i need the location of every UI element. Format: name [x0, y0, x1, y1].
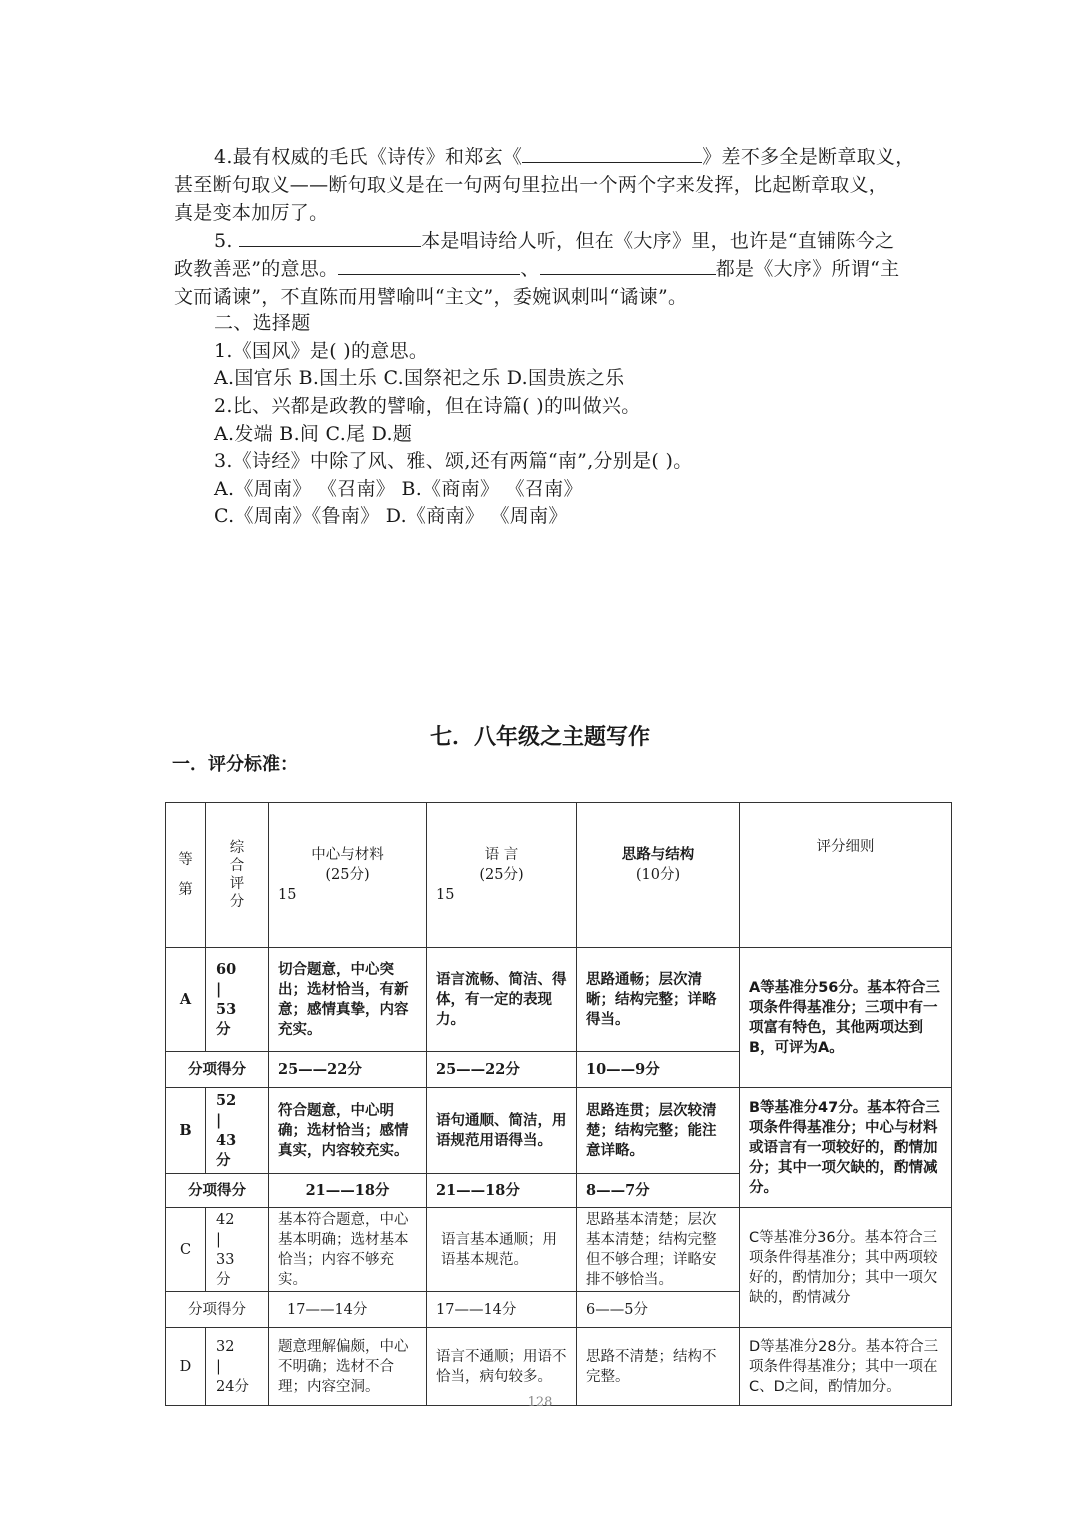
q5-blank-2[interactable]	[338, 256, 520, 275]
subscore-content-b: 21——18分	[269, 1174, 427, 1208]
structure-a: 思路通畅；层次清晰；结构完整；详略得当。	[577, 948, 740, 1052]
subscore-language-c: 17——14分	[427, 1292, 577, 1328]
choice-q2: 2.比、兴都是政教的譬喻，但在诗篇( )的叫做兴。	[214, 395, 641, 417]
grade-c: C	[166, 1208, 206, 1292]
rules-c: C等基准分36分。基本符合三项条件得基准分；其中两项较好的，酌情加分；其中一项欠缺的，酌情减分	[740, 1208, 952, 1328]
subscore-label-b: 分项得分	[166, 1174, 269, 1208]
table-row-a	[166, 948, 952, 1052]
table-row-d	[166, 1328, 952, 1406]
language-c: 语言基本通顺；用语基本规范。	[427, 1208, 577, 1292]
rules-b: B等基准分47分。基本符合三项条件得基准分；中心与材料或语言有一项较好的，酌情加分；其中一项欠缺的，酌情减分。	[740, 1088, 952, 1208]
q5-blank-3[interactable]	[540, 256, 716, 275]
language-b: 语句通顺、简洁，用语规范用语得当。	[427, 1088, 577, 1174]
header-overall: 综合评分	[206, 803, 269, 948]
header-content: 中心与材料 (25分) 15	[269, 803, 427, 948]
grade-a: A	[166, 948, 206, 1052]
section-subtitle: 一．评分标准：	[172, 754, 298, 775]
q4-line-3: 真是变本加厉了。	[174, 202, 329, 224]
subscore-language-b: 21——18分	[427, 1174, 577, 1208]
score-b: 52 | 43 分	[206, 1088, 269, 1174]
choice-q3-options-2: C.《周南》《鲁南》 D.《商南》 《周南》	[214, 505, 568, 527]
choice-q2-options: A.发端 B.间 C.尾 D.题	[214, 423, 413, 445]
subscore-content-a: 25——22分	[269, 1052, 427, 1088]
grade-d: D	[166, 1328, 206, 1406]
section-title: 七．八年级之主题写作	[429, 725, 650, 750]
q5-line-2: 政教善恶”的意思。 、 都是《大序》所谓“主	[174, 258, 900, 280]
choice-heading: 二、选择题	[214, 312, 311, 334]
structure-b: 思路连贯；层次较清楚；结构完整；能注意详略。	[577, 1088, 740, 1174]
subscore-language-a: 25——22分	[427, 1052, 577, 1088]
table-row-c	[166, 1208, 952, 1292]
q4-line-2: 甚至断句取义——断句取义是在一句两句里拉出一个两个字来发挥，比起断章取义，	[174, 174, 889, 196]
subscore-structure-c: 6——5分	[577, 1292, 740, 1328]
content-d: 题意理解偏颇，中心不明确；选材不合理；内容空洞。	[269, 1328, 427, 1406]
scoring-table	[165, 802, 952, 1406]
q4-line-1: 4.最有权威的毛氏《诗传》和郑玄《 》差不多全是断章取义，	[214, 146, 915, 168]
table-row-b	[166, 1088, 952, 1174]
choice-q3: 3.《诗经》中除了风、雅、颂,还有两篇“南”,分别是( )。	[214, 450, 693, 472]
q4-blank[interactable]	[522, 144, 702, 163]
structure-c: 思路基本清楚；层次基本清楚；结构完整但不够合理；详略安排不够恰当。	[577, 1208, 740, 1292]
choice-q1-options: A.国官乐 B.国土乐 C.国祭祀之乐 D.国贵族之乐	[214, 367, 625, 389]
rules-a: A等基准分56分。基本符合三项条件得基准分；三项中有一项富有特色，其他两项达到B，可评为A。	[740, 948, 952, 1088]
structure-d: 思路不清楚；结构不完整。	[577, 1328, 740, 1406]
language-a: 语言流畅、简洁、得体，有一定的表现力。	[427, 948, 577, 1052]
language-d: 语言不通顺；用语不恰当，病句较多。	[427, 1328, 577, 1406]
grade-b: B	[166, 1088, 206, 1174]
score-d: 32 | 24分	[206, 1328, 269, 1406]
score-a: 60 | 53 分	[206, 948, 269, 1052]
subscore-label-c: 分项得分	[166, 1292, 269, 1328]
header-language: 语 言 (25分) 15	[427, 803, 577, 948]
q5-blank-1[interactable]	[239, 228, 421, 247]
score-c: 42 | 33 分	[206, 1208, 269, 1292]
page-number: 128	[527, 1395, 553, 1410]
header-structure: 思路与结构 (10分)	[577, 803, 740, 948]
header-rules: 评分细则	[740, 803, 952, 948]
subscore-structure-a: 10——9分	[577, 1052, 740, 1088]
choice-q3-options-1: A.《周南》 《召南》 B.《商南》 《召南》	[214, 478, 583, 500]
choice-q1: 1.《国风》是( )的意思。	[214, 340, 429, 362]
content-b: 符合题意，中心明确；选材恰当；感情真实，内容较充实。	[269, 1088, 427, 1174]
content-c: 基本符合题意，中心基本明确；选材基本恰当；内容不够充实。	[269, 1208, 427, 1292]
subscore-content-c: 17——14分	[269, 1292, 427, 1328]
q5-line-3: 文而谲谏”，不直陈而用譬喻叫“主文”，委婉讽刺叫“谲谏”。	[174, 286, 688, 308]
subscore-label-a: 分项得分	[166, 1052, 269, 1088]
q5-line-1: 5. 本是唱诗给人听，但在《大序》里，也许是“直铺陈今之	[214, 230, 895, 252]
subscore-structure-b: 8——7分	[577, 1174, 740, 1208]
header-grade: 等第	[166, 803, 206, 948]
rules-d: D等基准分28分。基本符合三项条件得基准分；其中一项在C、D之间，酌情加分。	[740, 1328, 952, 1406]
content-a: 切合题意，中心突出；选材恰当，有新意；感情真挚，内容充实。	[269, 948, 427, 1052]
table-header-row	[166, 803, 952, 948]
